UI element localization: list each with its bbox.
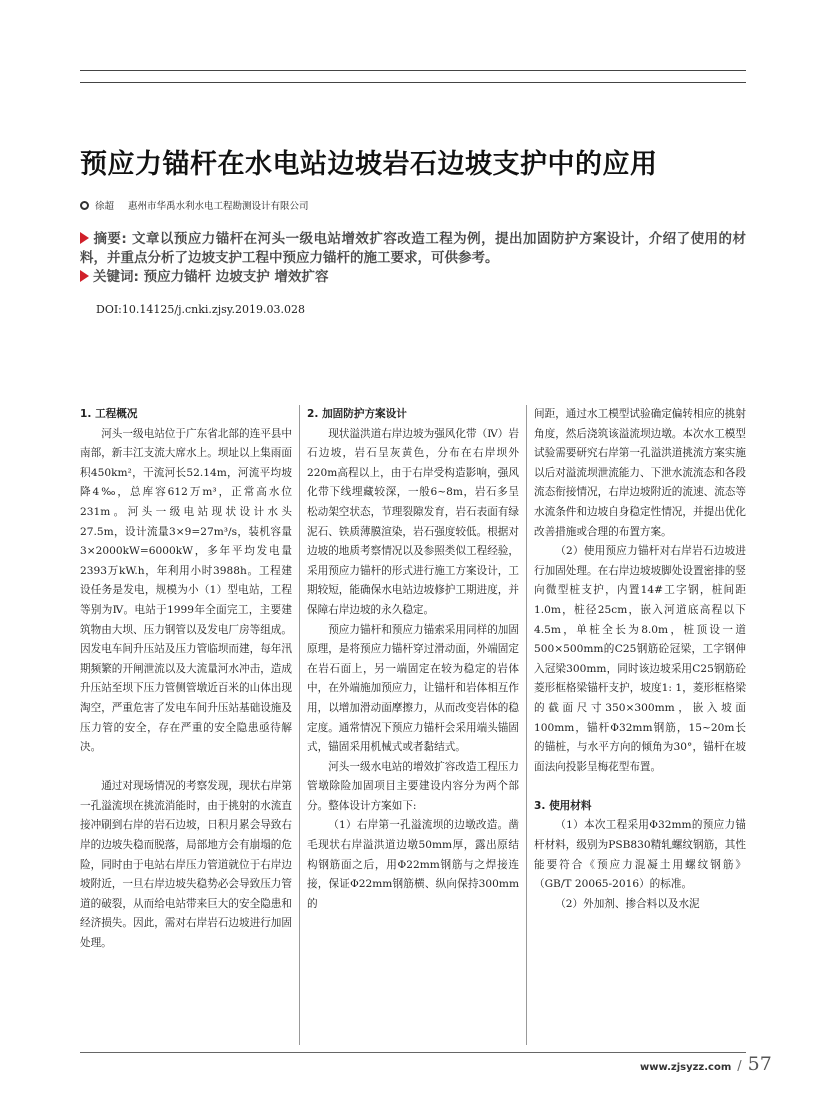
paragraph: 通过对现场情况的考察发现，现状右岸第一孔溢流坝在挑流消能时，由于挑射的水流直接冲刷到右岸的岩石边坡，日积月累会导致右岸的边坡失稳而脱落，局部地方会有崩塌的危险，同时由于电站右岸压力管道就位于右岸边坡附近，一旦右岸边坡失稳势必会导致压力管道的破裂，从而给电站带来巨大的安全隐患和经济损失。因此，需对右岸岩石边坡进行加固处理。 [80,780,292,950]
author-line [80,198,746,212]
keywords-text: 关键词: 预应力锚杆 边坡支护 增效扩容 [93,269,329,285]
page-footer [640,1053,772,1075]
paragraph: 预应力锚杆和预应力锚索采用同样的加固原理，是将预应力锚杆穿过滑动面，外端固定在岩石面上，另一端固定在较为稳定的岩体中，在外端施加预应力，让锚杆和岩体相互作用，以增加滑动面摩擦力，从而改变岩体的稳定度。通常情况下预应力锚杆会采用端头锚固式，锚固采用机械式或者黏结式。 [307,623,519,754]
journal-url[interactable]: www.zjsyzz.com [640,1062,732,1073]
abstract-block [80,230,746,287]
article-title: 预应力锚杆在水电站边坡岩石边坡支护中的应用 [80,149,658,180]
header-rule-second [80,82,746,83]
paragraph: （1）右岸第一孔溢流坝的边墩改造。凿毛现状右岸溢洪道边墩50mm厚，露出原结构钢筋面之后，用Φ22mm钢筋与之焊接连接，保证Φ22mm钢筋横、纵向保持300mm的 [307,819,519,910]
body-columns [80,405,746,1045]
column-1 [80,405,292,954]
triangle-bullet-icon [80,270,89,282]
section-heading: 2. 加固防护方案设计 [307,408,407,420]
column-divider [526,405,527,1045]
footer-separator: / [737,1059,742,1074]
paragraph: 间距，通过水工模型试验确定偏转相应的挑射角度，然后浇筑该溢流坝边墩。本次水工模型试验需要研究右岸第一孔溢洪道挑流方案实施以后对溢流坝泄流能力、下泄水流流态和各段流态衔接情况，右岸边坡附近的流速、流态等水流条件和边坡自身稳定性情况，并提出优化改善措施或合理的布置方案。 [534,408,746,538]
doi-link[interactable]: DOI:10.14125/j.cnki.zjsy.2019.03.028 [96,303,305,316]
paragraph: 河头一级电站位于广东省北部的连平县中南部，新丰江支流大席水上。坝址以上集雨面积450km²，干流河长52.14m，河流平均坡降4‰，总库容612万m³，正常高水位231m。河头一级电站现状设计水头27.5m，设计流量3×9=27m³/s，装机容量3×2000kW=6000kW，多年平均发电量2393万kW.h，年利用小时3988h。工程建设任务是发电，规模为小（1）型电站，工程等别为Ⅳ。电站于1999年全面完工，主要建筑物由大坝、压力钢管以及发电厂房等组成。因发电车间升压站及压力管临坝而建，每年汛期频繁的开闸泄流以及大流量河水冲击，造成升压站至坝下压力管侧管墩近百米的山体出现淘空，严重危害了发电车间升压站基础设施及压力管的安全，存在严重的安全隐患亟待解决。 [80,427,292,754]
triangle-bullet-icon [80,232,89,244]
column-3 [534,405,746,914]
author-icon [80,201,89,210]
column-2 [307,405,519,914]
abstract-paragraph [80,230,746,268]
paragraph: （1）本次工程采用Φ32mm的预应力锚杆材料，级别为PSB830精轧螺纹钢筋，其性能要符合《预应力混凝土用螺纹钢筋》（GB/T 20065-2016）的标准。 [534,819,746,891]
author-name: 徐超 [95,201,115,212]
paragraph: （2）使用预应力锚杆对右岸岩石边坡进行加固处理。在右岸边坡坡脚处设置密排的竖向微型桩支护，内置14#工字钢，桩间距1.0m，桩径25cm，嵌入河道底高程以下4.5m，单桩全长为8.0m，桩顶设一道500×500mm的C25钢筋砼冠梁，工字钢伸入冠梁300mm，同时该边坡采用C25钢筋砼菱形框格梁锚杆支护，坡度1: 1，菱形框格梁的截面尺寸350×300mm，嵌入坡面100mm，锚杆Φ32mm钢筋，15~20m长的锚桩，与水平方向的倾角为30°，锚杆在坡面法向投影呈梅花型布置。 [534,545,746,773]
column-divider [299,405,300,1045]
keywords-paragraph [80,268,746,287]
paragraph-gap [534,777,746,797]
page-number: 57 [747,1053,772,1075]
paragraph: （2）外加剂、掺合料以及水泥 [555,897,700,910]
section-heading: 3. 使用材料 [534,799,592,812]
abstract-text: 摘要: 文章以预应力锚杆在河头一级电站增效扩容改造工程为例，提出加固防护方案设计，介绍了使用的材料，并重点分析了边坡支护工程中预应力锚杆的施工要求，可供参考。 [80,231,746,266]
header-rule-top [80,70,746,71]
paragraph-gap [80,758,292,778]
author-affiliation: 惠州市华禹水利水电工程勘测设计有限公司 [128,201,309,212]
paragraph: 现状溢洪道右岸边坡为强风化带（Ⅳ）岩石边坡，岩石呈灰黄色，分布在右岸坝外220m高程以上，由于右岸受构造影响，强风化带下线埋藏较深，一般6~8m，岩石多呈松动架空状态，节理裂隙发育，岩石表面有绿泥石、铁质薄膜渲染，岩石强度较低。根据对边坡的地质考察情况以及参照类似工程经验，采用预应力锚杆的形式进行施工方案设计，工期较短，能确保水电站边坡修护工期进度，并保障右岸边坡的永久稳定。 [307,427,519,616]
paragraph: 河头一级水电站的增效扩容改造工程压力管墩除险加固项目主要建设内容分为两个部分。整体设计方案如下: [307,760,519,812]
section-heading: 1. 工程概况 [80,408,138,420]
